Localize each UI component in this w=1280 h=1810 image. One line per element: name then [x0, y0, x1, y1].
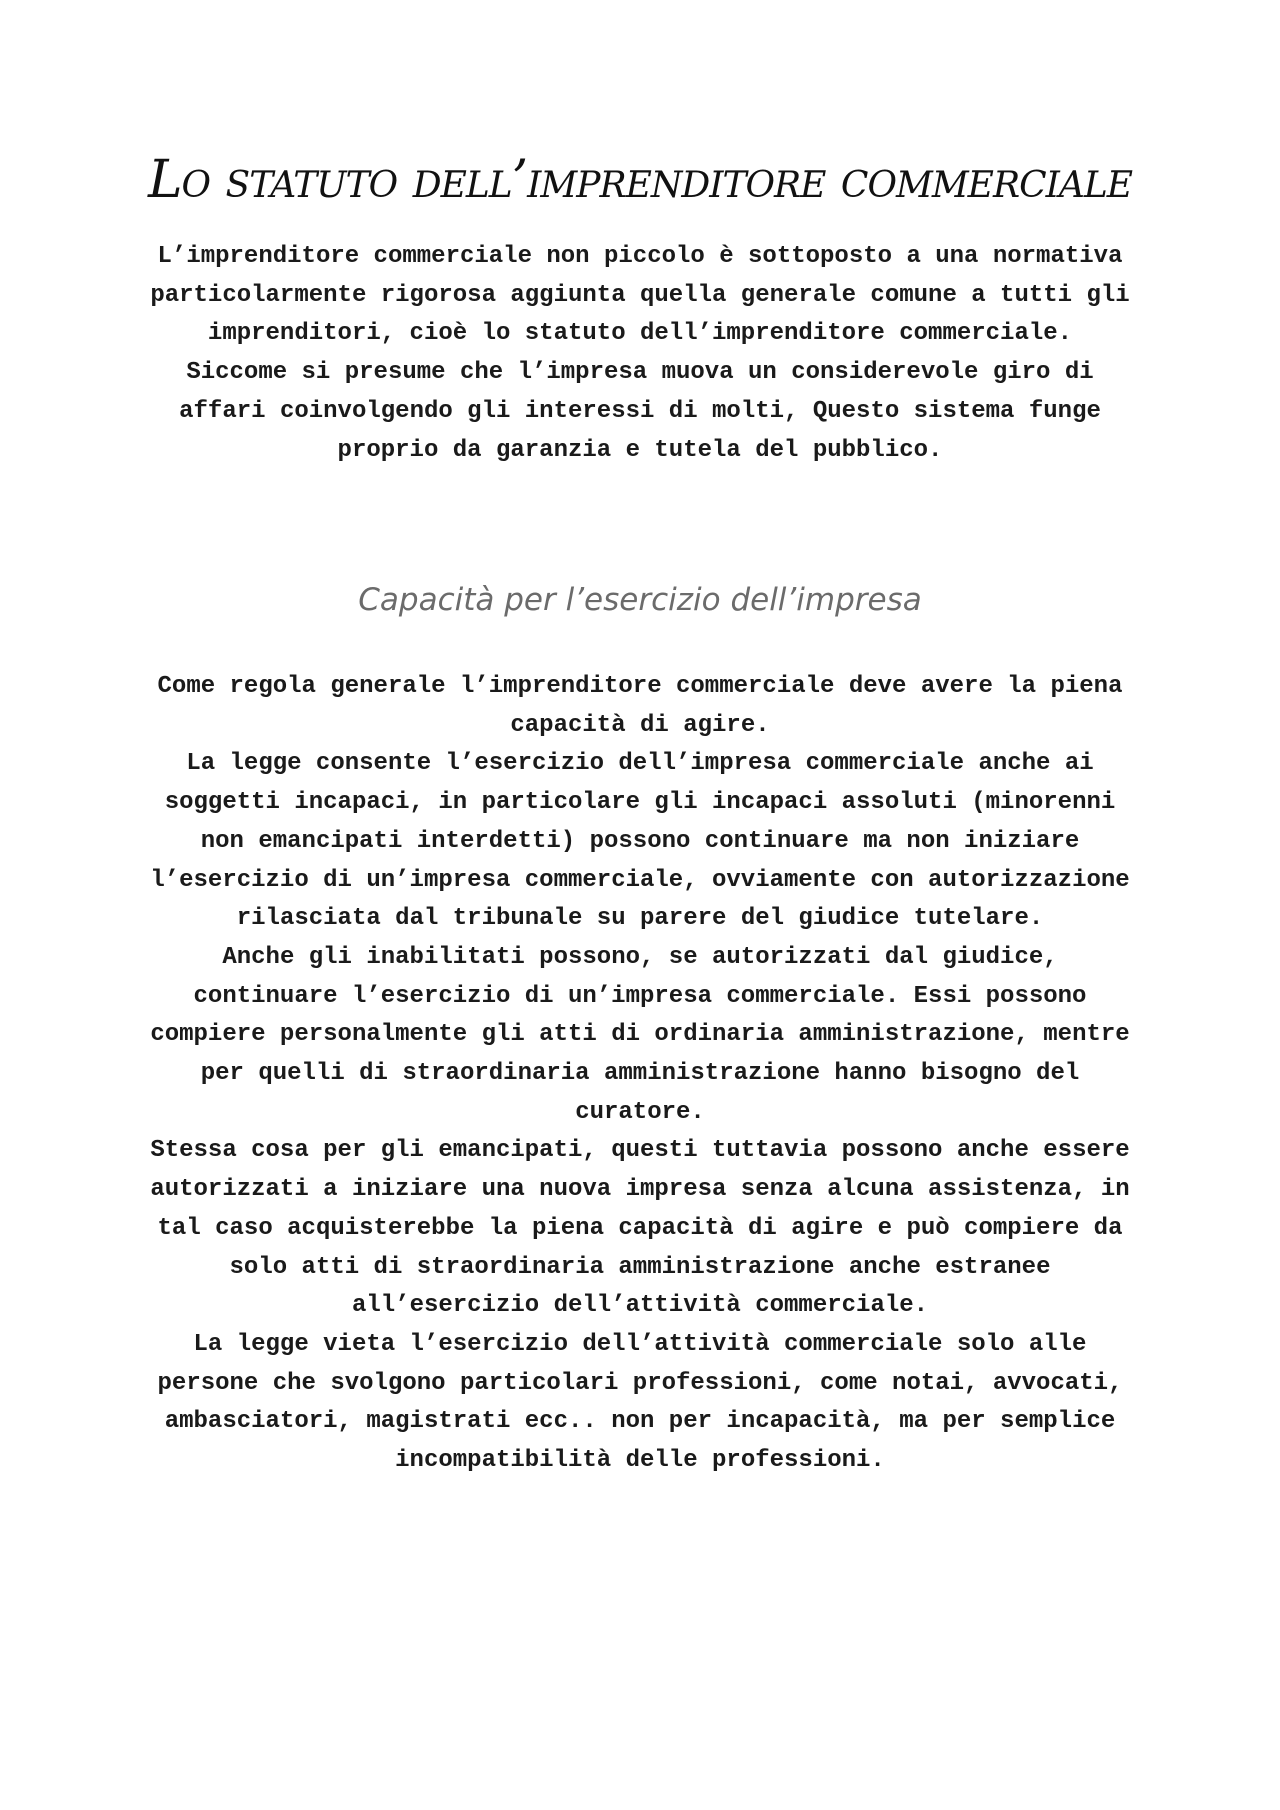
page-title: Lo statuto dell’imprenditore commerciale	[147, 150, 1133, 210]
section-heading: Capacità per l’esercizio dell’impresa	[358, 582, 922, 618]
section-paragraph: Anche gli inabilitati possono, se autorizzati dal giudice, continuare l’esercizio di un’impresa commerciale. Essi possono compiere personalmente gli atti di ordinaria amministrazione, mentre per quelli di straordinaria amministrazione hanno bisogno del curatore.	[150, 943, 1130, 1126]
capacity-section	[150, 668, 1130, 1481]
section-paragraph: La legge vieta l’esercizio dell’attività commerciale solo alle persone che svolgono particolari professioni, come notai, avvocati, ambasciatori, magistrati ecc.. non per incapacità, ma per semplice incompatibilità delle professioni.	[157, 1330, 1123, 1475]
section-paragraph: Come regola generale l’imprenditore commerciale deve avere la piena capacità di agire.	[157, 673, 1123, 739]
intro-paragraph: Siccome si presume che l’impresa muova un considerevole giro di affari coinvolgendo gli interessi di molti, Questo sistema funge proprio da garanzia e tutela del pubblico.	[179, 359, 1101, 464]
intro-paragraph: L’imprenditore commerciale non piccolo è sottoposto a una normativa particolarmente rigorosa aggiunta quella generale comune a tutti gli imprenditori, cioè lo statuto dell’imprenditore commerciale.	[150, 243, 1130, 348]
intro-section	[150, 238, 1130, 470]
section-paragraph: La legge consente l’esercizio dell’impresa commerciale anche ai soggetti incapaci, in particolare gli incapaci assoluti (minorenni non emancipati interdetti) possono continuare ma non iniziare l’esercizio di un’impresa commerciale, ovviamente con autorizzazione rilasciata dal tribunale su parere del giudice tutelare.	[150, 750, 1130, 933]
section-paragraph: Stessa cosa per gli emancipati, questi tuttavia possono anche essere autorizzati a iniziare una nuova impresa senza alcuna assistenza, in tal caso acquisterebbe la piena capacità di agire e può compiere da solo atti di straordinaria amministrazione anche estranee all’esercizio dell’attività commerciale.	[150, 1137, 1130, 1320]
